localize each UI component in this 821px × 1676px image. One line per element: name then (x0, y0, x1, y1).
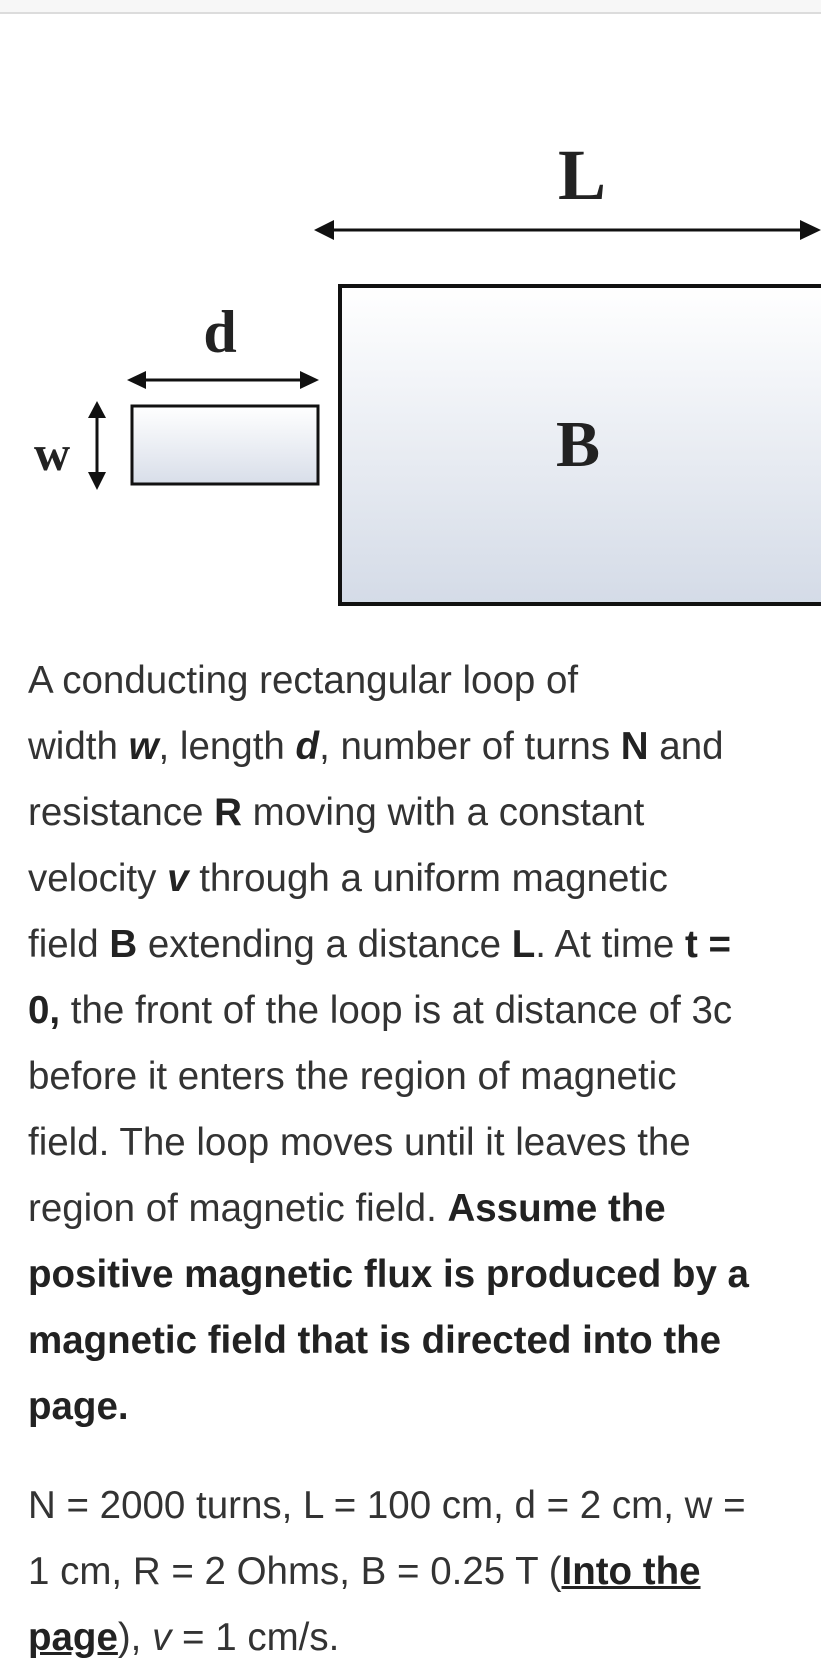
text-line: field B extending a distance L. At time t = (28, 923, 732, 966)
param-line: N = 2000 turns, L = 100 cm, d = 2 cm, w = (28, 1484, 746, 1527)
top-bar (0, 0, 821, 14)
problem-description (28, 648, 821, 1440)
param-line: page), v = 1 cm/s. (28, 1616, 340, 1659)
conducting-loop (132, 406, 318, 484)
text-line: resistance R moving with a constant (28, 791, 645, 834)
length-d-arrow (127, 371, 319, 389)
width-w-arrow (88, 401, 106, 490)
var-v: v (167, 857, 189, 900)
text-line: before it enters the region of magnetic (28, 1055, 677, 1098)
var-N: N (620, 725, 649, 768)
label-d: d (203, 299, 237, 365)
text-line: A conducting rectangular loop of (28, 659, 579, 702)
text-line: velocity v through a uniform magnetic (28, 857, 668, 900)
label-B: B (555, 408, 601, 481)
var-t: t = (685, 923, 732, 966)
into-the-page-link[interactable]: Into the (561, 1550, 701, 1593)
var-w: w (128, 725, 159, 768)
problem-figure (0, 120, 821, 620)
length-L-arrow (314, 220, 821, 240)
assumption-start: Assume the (447, 1187, 666, 1230)
text-line: magnetic field that is directed into the (28, 1319, 722, 1362)
page-link[interactable]: page (28, 1616, 118, 1659)
var-v-param: v (152, 1616, 172, 1659)
problem-content (28, 648, 821, 1671)
text-line: 0, the front of the loop is at distance of 3c (28, 989, 733, 1032)
text-line: page. (28, 1385, 129, 1428)
text-line: positive magnetic flux is produced by a (28, 1253, 749, 1296)
label-L: L (557, 135, 607, 215)
text-line: width w, length d, number of turns N and (28, 725, 724, 768)
figure-svg (0, 120, 821, 620)
var-d: d (295, 725, 320, 768)
text-line: field. The loop moves until it leaves the (28, 1121, 691, 1164)
param-line: 1 cm, R = 2 Ohms, B = 0.25 T (Into the (28, 1550, 701, 1593)
var-L: L (511, 923, 536, 966)
text-line: region of magnetic field. Assume the (28, 1187, 666, 1230)
problem-parameters (28, 1473, 821, 1671)
var-R: R (214, 791, 242, 834)
label-w: w (33, 425, 71, 481)
var-zero: 0, (28, 989, 61, 1032)
var-B: B (109, 923, 138, 966)
